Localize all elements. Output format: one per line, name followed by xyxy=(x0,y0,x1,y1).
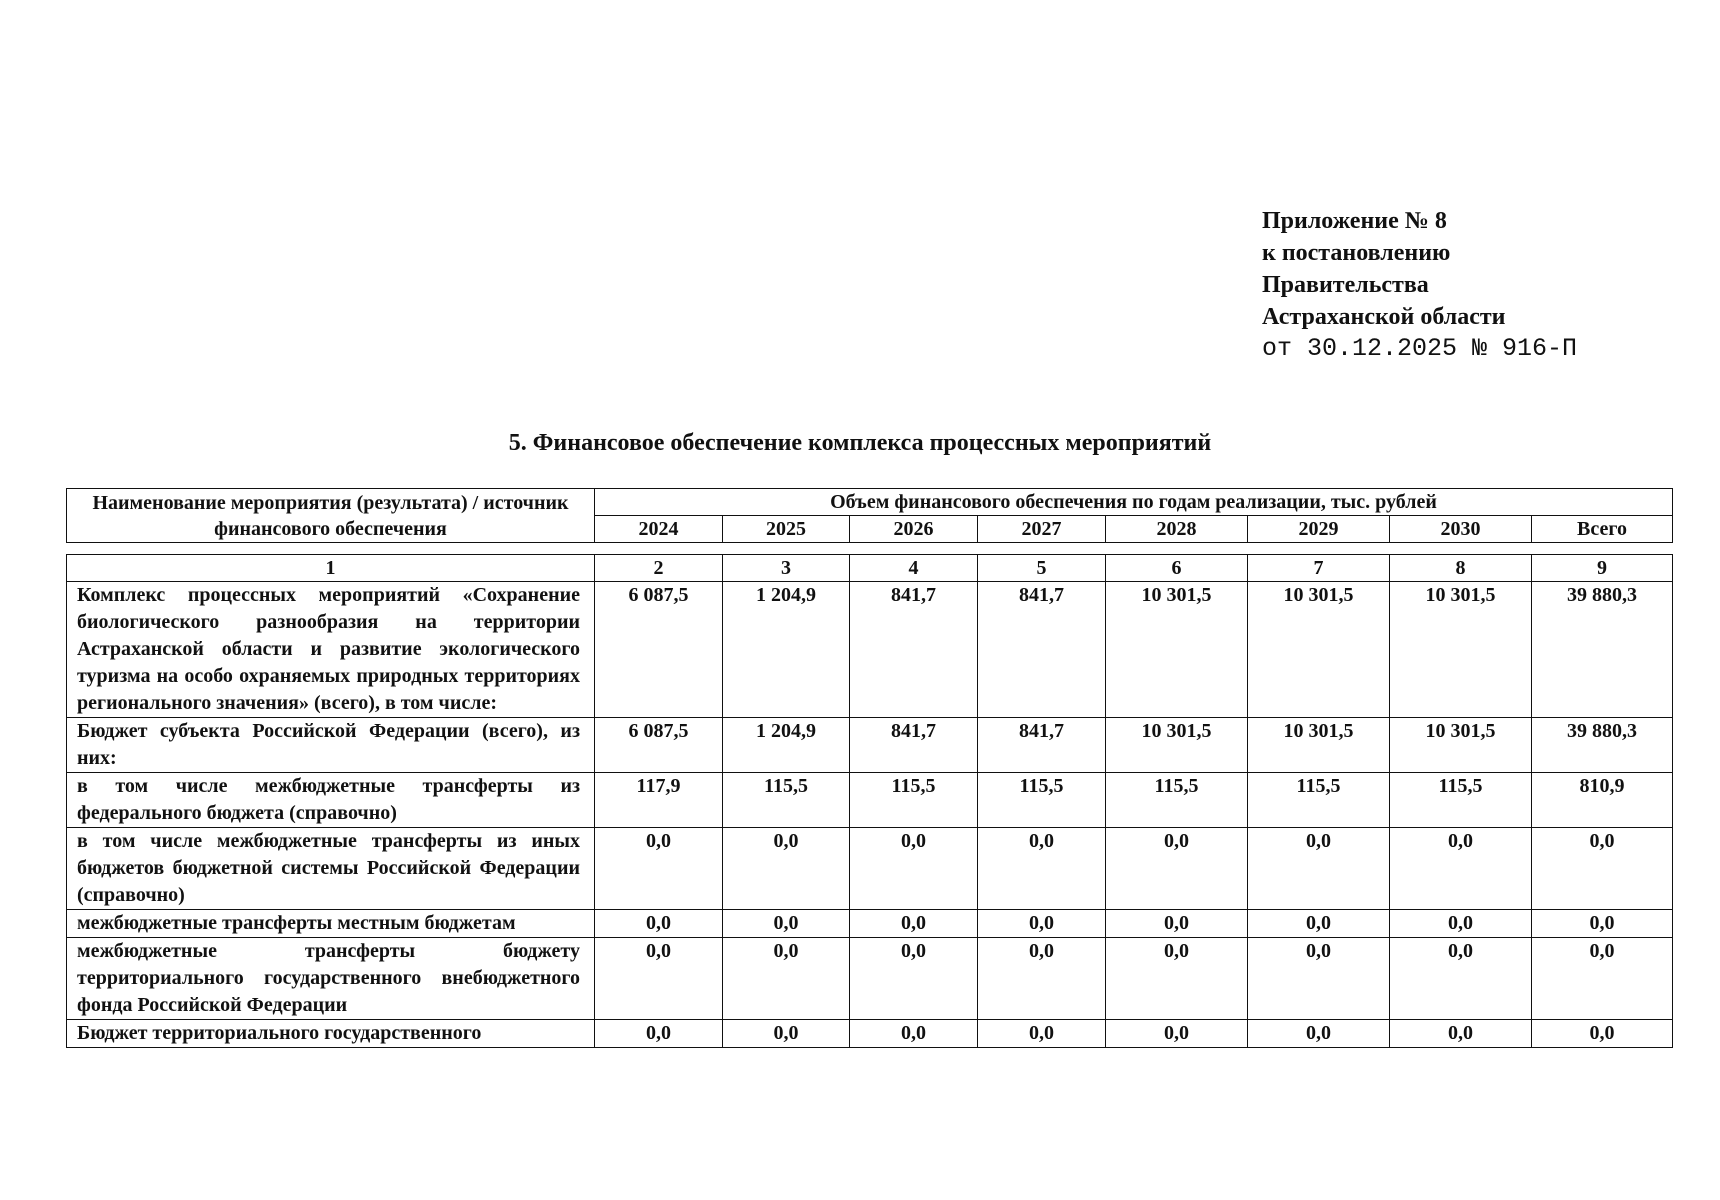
cell-value: 117,9 xyxy=(595,773,723,828)
header-year-2026: 2026 xyxy=(850,516,978,543)
table-row xyxy=(67,718,1673,773)
cell-value: 115,5 xyxy=(1106,773,1248,828)
column-number: 5 xyxy=(978,555,1106,582)
column-number: 4 xyxy=(850,555,978,582)
cell-value: 841,7 xyxy=(850,718,978,773)
column-number: 1 xyxy=(67,555,595,582)
cell-value-total: 810,9 xyxy=(1532,773,1673,828)
cell-value-total: 39 880,3 xyxy=(1532,718,1673,773)
cell-value-total: 0,0 xyxy=(1532,910,1673,938)
cell-value: 0,0 xyxy=(978,938,1106,1020)
cell-value: 10 301,5 xyxy=(1106,718,1248,773)
section-title: 5. Финансовое обеспечение комплекса процессных мероприятий xyxy=(508,430,1212,456)
appendix-line-3: Правительства xyxy=(1262,272,1429,298)
cell-value-total: 0,0 xyxy=(1532,828,1673,910)
column-number-row xyxy=(67,555,1673,582)
cell-value: 10 301,5 xyxy=(1390,718,1532,773)
cell-value: 0,0 xyxy=(1390,938,1532,1020)
table-row xyxy=(67,773,1673,828)
header-year-2027: 2027 xyxy=(978,516,1106,543)
cell-value: 6 087,5 xyxy=(595,718,723,773)
cell-value: 0,0 xyxy=(1248,828,1390,910)
cell-value: 0,0 xyxy=(723,938,850,1020)
cell-value: 0,0 xyxy=(850,1020,978,1048)
cell-value: 0,0 xyxy=(1248,1020,1390,1048)
cell-value: 0,0 xyxy=(595,938,723,1020)
column-number: 3 xyxy=(723,555,850,582)
cell-value: 0,0 xyxy=(1106,938,1248,1020)
cell-value: 0,0 xyxy=(1390,828,1532,910)
row-name: в том числе межбюджетные трансферты из иных бюджетов бюджетной системы Российской Федерации (справочно) xyxy=(67,828,595,910)
header-name-column: Наименование мероприятия (результата) / источник финансового обеспечения xyxy=(67,489,595,543)
cell-value: 115,5 xyxy=(978,773,1106,828)
table-row xyxy=(67,582,1673,718)
cell-value: 0,0 xyxy=(723,910,850,938)
row-name: Бюджет территориального государственного xyxy=(67,1020,595,1048)
cell-value: 10 301,5 xyxy=(1248,582,1390,718)
cell-value: 0,0 xyxy=(1106,828,1248,910)
cell-value-total: 39 880,3 xyxy=(1532,582,1673,718)
appendix-line-4: Астраханской области xyxy=(1262,304,1506,330)
appendix-line-5-date-number: от 30.12.2025 № 916-П xyxy=(1262,334,1578,363)
cell-value: 115,5 xyxy=(1390,773,1532,828)
cell-value: 841,7 xyxy=(978,582,1106,718)
financing-table xyxy=(66,554,1673,1048)
cell-value: 0,0 xyxy=(1106,1020,1248,1048)
cell-value: 0,0 xyxy=(850,910,978,938)
column-number: 8 xyxy=(1390,555,1532,582)
cell-value: 0,0 xyxy=(1390,910,1532,938)
cell-value: 10 301,5 xyxy=(1106,582,1248,718)
column-number: 6 xyxy=(1106,555,1248,582)
row-name: межбюджетные трансферты местным бюджетам xyxy=(67,910,595,938)
cell-value: 0,0 xyxy=(595,1020,723,1048)
cell-value: 0,0 xyxy=(1106,910,1248,938)
header-year-2028: 2028 xyxy=(1106,516,1248,543)
header-year-2025: 2025 xyxy=(723,516,850,543)
appendix-line-1: Приложение № 8 xyxy=(1262,208,1447,234)
cell-value: 10 301,5 xyxy=(1390,582,1532,718)
row-name: Комплекс процессных мероприятий «Сохранение биологического разнообразия на территории Астраханской области и развитие экологического туризма на особо охраняемых природных территориях регионального значения» (всего), в том числе: xyxy=(67,582,595,718)
table-row xyxy=(67,1020,1673,1048)
column-number: 7 xyxy=(1248,555,1390,582)
column-number: 2 xyxy=(595,555,723,582)
table-header xyxy=(66,488,1673,543)
cell-value: 0,0 xyxy=(595,910,723,938)
cell-value: 6 087,5 xyxy=(595,582,723,718)
cell-value-total: 0,0 xyxy=(1532,1020,1673,1048)
column-number: 9 xyxy=(1532,555,1673,582)
header-year-2024: 2024 xyxy=(595,516,723,543)
cell-value: 0,0 xyxy=(1248,938,1390,1020)
cell-value: 0,0 xyxy=(978,1020,1106,1048)
cell-value: 115,5 xyxy=(1248,773,1390,828)
table-row xyxy=(67,828,1673,910)
cell-value: 841,7 xyxy=(850,582,978,718)
cell-value: 1 204,9 xyxy=(723,582,850,718)
cell-value: 0,0 xyxy=(723,1020,850,1048)
row-name: в том числе межбюджетные трансферты из федерального бюджета (справочно) xyxy=(67,773,595,828)
cell-value: 0,0 xyxy=(1248,910,1390,938)
cell-value: 0,0 xyxy=(850,828,978,910)
header-year-2029: 2029 xyxy=(1248,516,1390,543)
cell-value-total: 0,0 xyxy=(1532,938,1673,1020)
header-volume: Объем финансового обеспечения по годам реализации, тыс. рублей xyxy=(595,489,1673,516)
header-total: Всего xyxy=(1532,516,1673,543)
table-row xyxy=(67,910,1673,938)
cell-value: 115,5 xyxy=(850,773,978,828)
row-name: Бюджет субъекта Российской Федерации (всего), из них: xyxy=(67,718,595,773)
cell-value: 115,5 xyxy=(723,773,850,828)
table-row xyxy=(67,938,1673,1020)
cell-value: 0,0 xyxy=(850,938,978,1020)
cell-value: 10 301,5 xyxy=(1248,718,1390,773)
header-year-2030: 2030 xyxy=(1390,516,1532,543)
cell-value: 0,0 xyxy=(978,828,1106,910)
appendix-line-2: к постановлению xyxy=(1262,240,1451,266)
cell-value: 841,7 xyxy=(978,718,1106,773)
cell-value: 0,0 xyxy=(595,828,723,910)
cell-value: 0,0 xyxy=(978,910,1106,938)
appendix-block xyxy=(1262,205,1577,365)
cell-value: 0,0 xyxy=(1390,1020,1532,1048)
cell-value: 1 204,9 xyxy=(723,718,850,773)
cell-value: 0,0 xyxy=(723,828,850,910)
row-name: межбюджетные трансферты бюджету территориального государственного внебюджетного фонда Российской Федерации xyxy=(67,938,595,1020)
